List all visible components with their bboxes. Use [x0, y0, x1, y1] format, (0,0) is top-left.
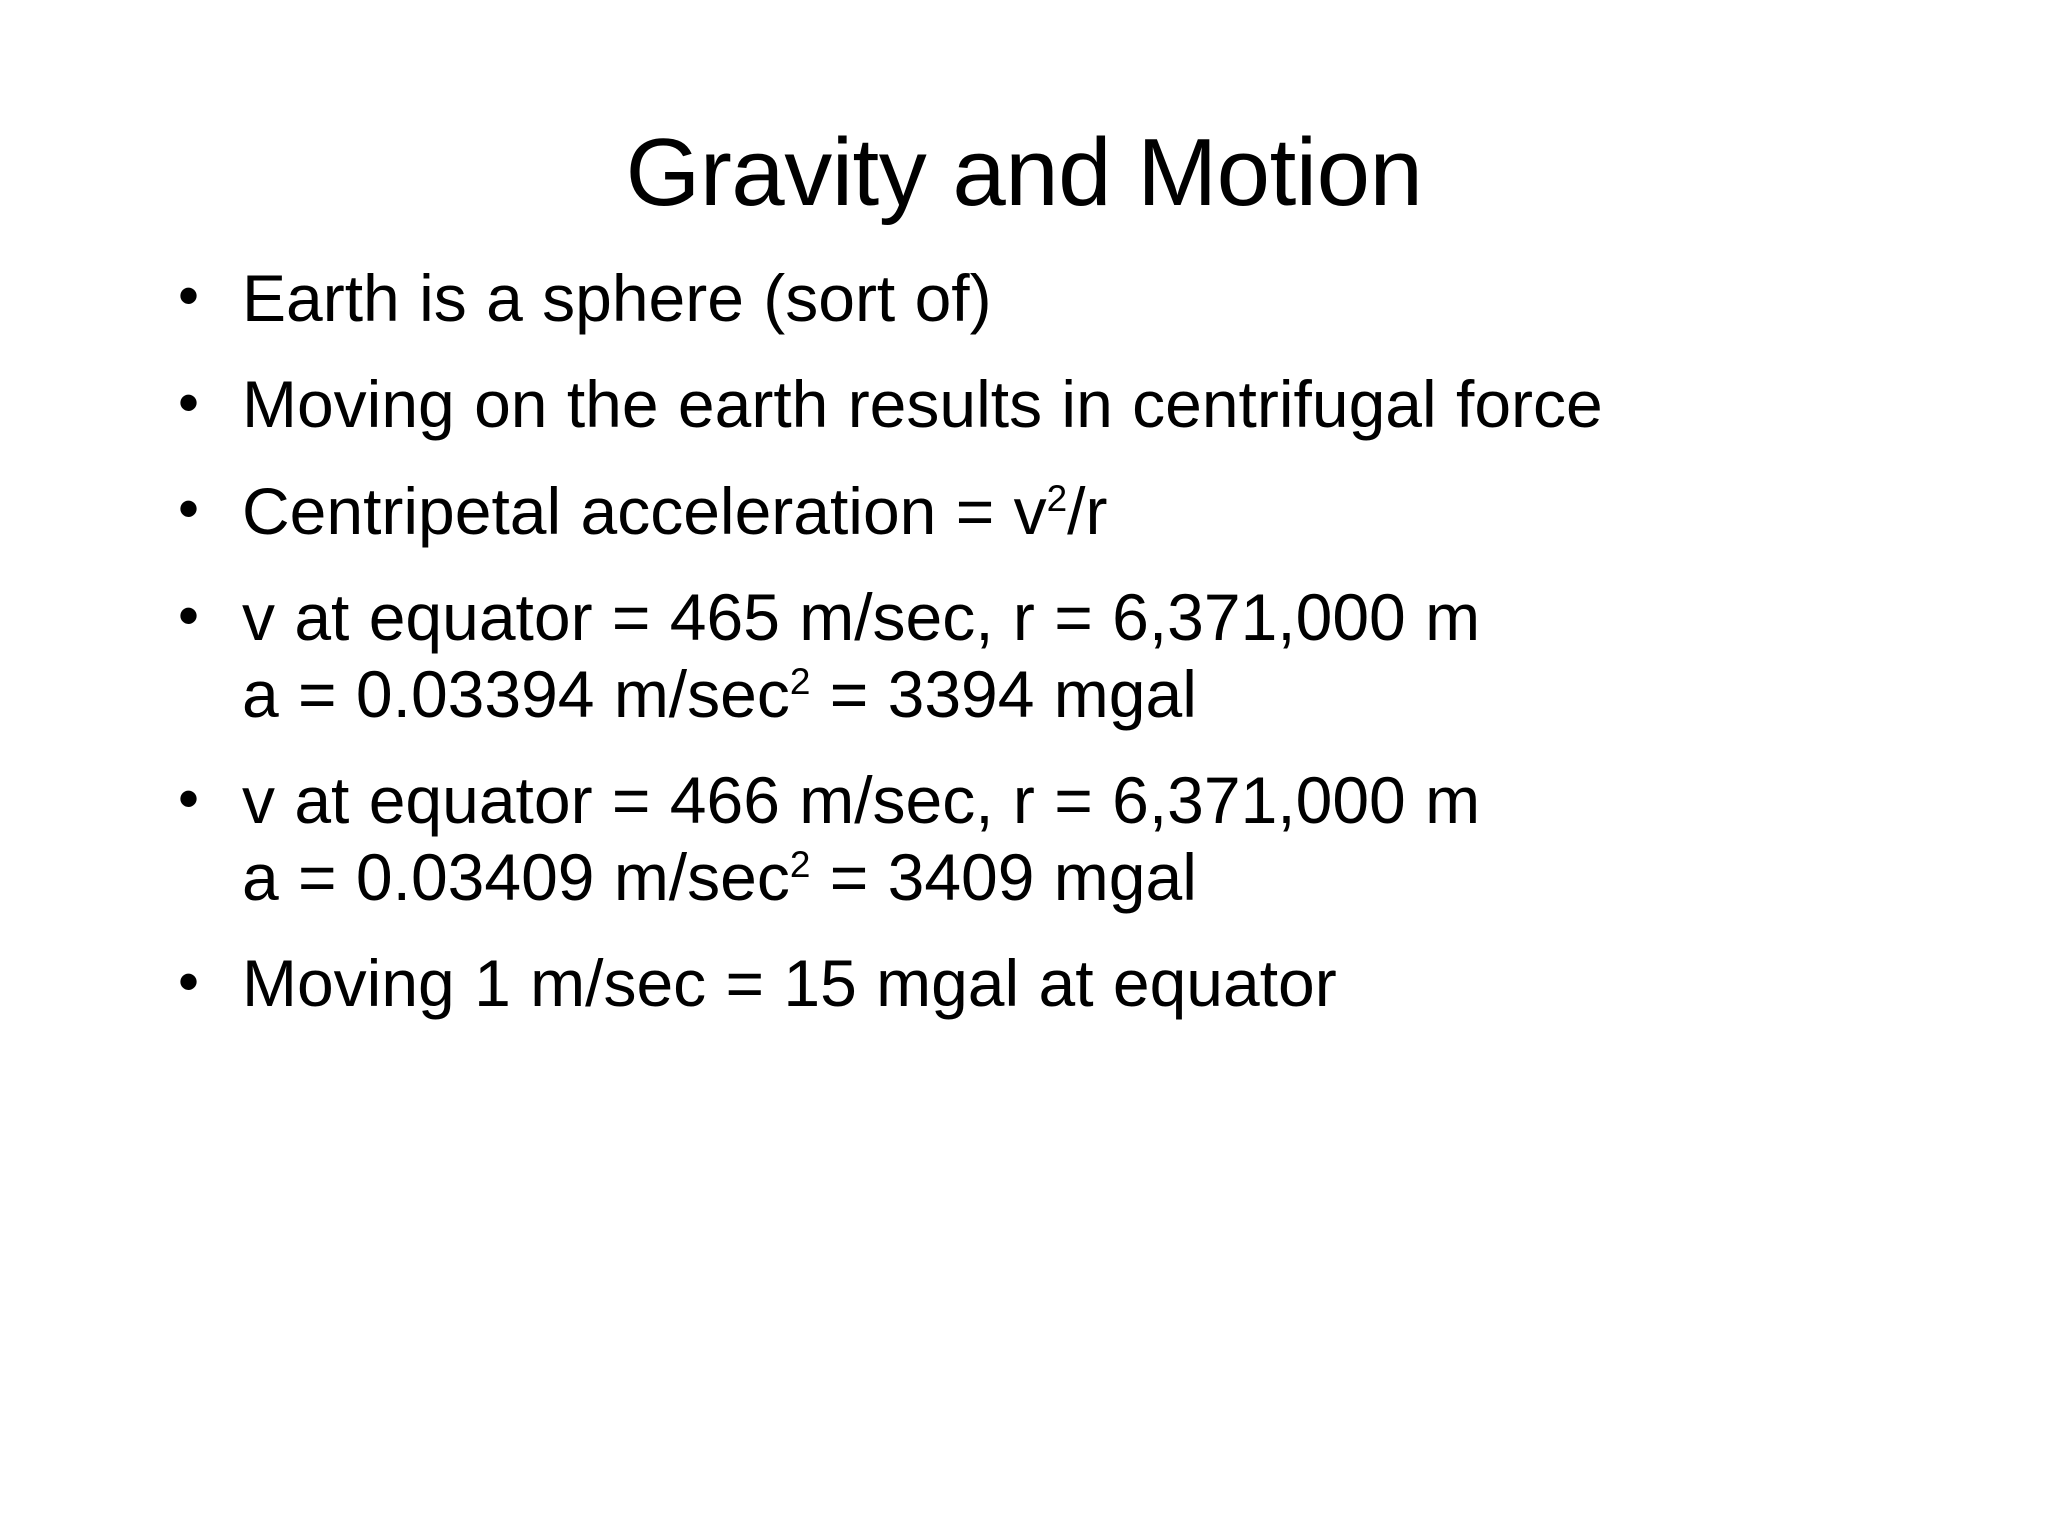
formula-exponent: 2 [1046, 477, 1068, 519]
page-title: Gravity and Motion [625, 119, 1423, 226]
bullet-marker-icon: • [178, 368, 200, 436]
list-item [170, 945, 1968, 1022]
list-item-text: Moving on the earth results in centrifugal force [242, 367, 1603, 442]
formula-suffix: = 3394 mgal [810, 656, 1197, 731]
list-item [170, 762, 1968, 915]
formula-exponent: 2 [789, 843, 811, 885]
bullet-marker-icon: • [178, 948, 200, 1016]
bullet-marker-icon: • [178, 582, 200, 650]
bullet-list [0, 226, 2048, 1022]
formula-prefix: a = 0.03409 m/sec [242, 839, 790, 914]
list-item [170, 260, 1968, 337]
list-item [170, 366, 1968, 443]
line-one: v at equator = 465 m/sec, r = 6,371,000 m [242, 580, 1481, 655]
formula-suffix: = 3409 mgal [810, 839, 1197, 914]
line-one: v at equator = 466 m/sec, r = 6,371,000 m [242, 763, 1481, 838]
formula-exponent: 2 [789, 660, 811, 702]
bullet-marker-icon: • [178, 262, 200, 330]
list-item-text [242, 579, 1968, 732]
formula-prefix: a = 0.03394 m/sec [242, 656, 790, 731]
formula-prefix: Centripetal acceleration = v [242, 473, 1047, 548]
list-item-text: Earth is a sphere (sort of) [242, 260, 992, 335]
bullet-marker-icon: • [178, 475, 200, 543]
list-item-text [242, 473, 1968, 550]
list-item [170, 579, 1968, 732]
list-item-text: Moving 1 m/sec = 15 mgal at equator [242, 946, 1337, 1021]
list-item-text [242, 762, 1968, 915]
formula-suffix: /r [1067, 473, 1108, 548]
list-item [170, 473, 1968, 550]
bullet-marker-icon: • [178, 765, 200, 833]
